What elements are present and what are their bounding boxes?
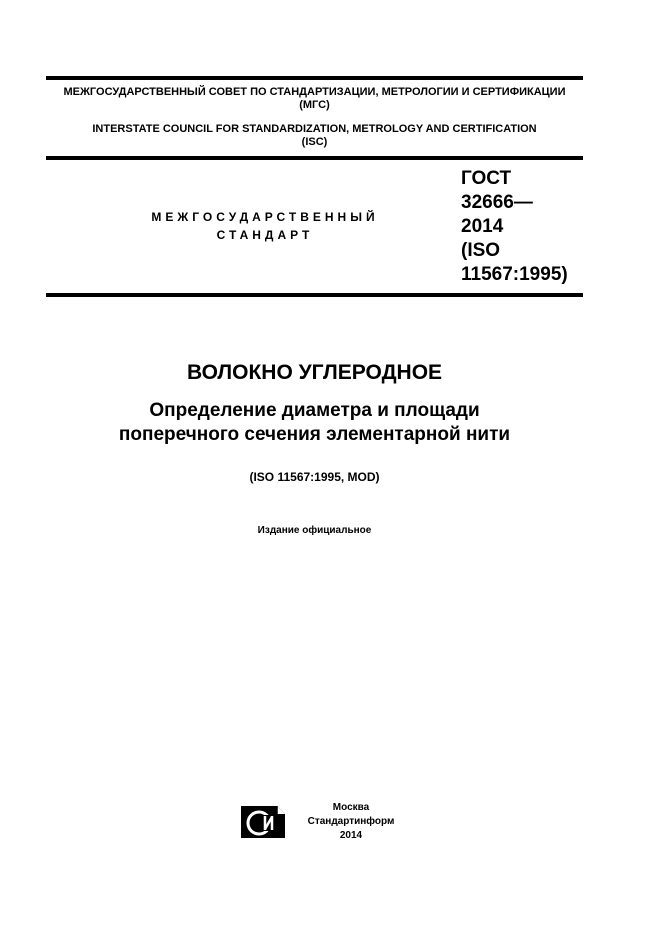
standard-type-line1: МЕЖГОСУДАРСТВЕННЫЙ <box>151 210 379 224</box>
publisher-block <box>296 801 406 843</box>
bottom-rule <box>46 293 583 297</box>
council-name-en-line1: INTERSTATE COUNCIL FOR STANDARDIZATION, METROLOGY AND CERTIFICATION <box>92 123 537 135</box>
edition-note: Издание официальное <box>257 525 372 536</box>
standard-type <box>100 208 430 244</box>
middle-rule <box>46 156 583 160</box>
gost-line5: 11567:1995) <box>461 264 568 285</box>
council-name-ru <box>46 86 583 112</box>
gost-line2: 32666— <box>461 192 533 213</box>
document-subtitle <box>46 399 583 447</box>
publisher-city: Москва <box>332 802 370 813</box>
gost-line4: (ISO <box>461 240 501 261</box>
gost-line1: ГОСТ <box>461 168 512 189</box>
council-abbr-en: (ISC) <box>301 136 328 148</box>
council-abbr-ru: (МГС) <box>299 99 330 111</box>
document-title: ВОЛОКНО УГЛЕРОДНОЕ <box>186 361 443 384</box>
council-name-ru-line1: МЕЖГОСУДАРСТВЕННЫЙ СОВЕТ ПО СТАНДАРТИЗАЦИИ, МЕТРОЛОГИИ И СЕРТИФИКАЦИИ <box>63 86 566 98</box>
gost-designation <box>461 167 581 287</box>
gost-line3: 2014 <box>461 216 504 237</box>
iso-reference: (ISO 11567:1995, MOD) <box>249 470 380 484</box>
publisher-name: Стандартинформ <box>307 816 395 827</box>
standard-type-line2: СТАНДАРТ <box>216 228 314 242</box>
council-name-en <box>46 123 583 149</box>
subtitle-line1: Определение диаметра и площади <box>149 400 480 421</box>
top-rule <box>46 76 583 80</box>
subtitle-line2: поперечного сечения элементарной нити <box>118 424 511 445</box>
publisher-year: 2014 <box>339 830 363 841</box>
standartinform-logo-icon <box>237 800 289 840</box>
